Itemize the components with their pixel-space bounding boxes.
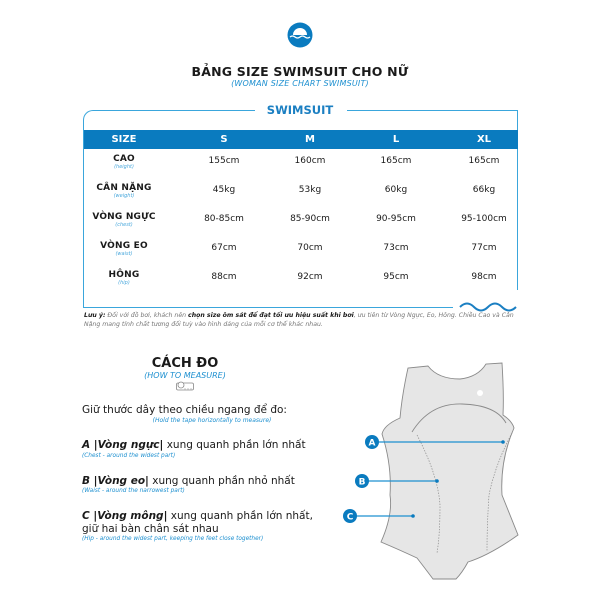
wave-circle-logo-icon	[287, 22, 313, 48]
table-row	[84, 183, 518, 207]
table-cell: 45kg	[212, 185, 236, 195]
table-cell: 92cm	[297, 272, 323, 282]
row-label-vi: HÔNG	[108, 270, 140, 280]
row-label	[84, 270, 164, 286]
step-c-en: (Hip - around the widest part, keeping the feet close together)	[82, 536, 264, 542]
note-prefix: Lưu ý:	[84, 312, 106, 319]
table-cell: 77cm	[471, 243, 497, 253]
table-cell: 155cm	[208, 156, 240, 166]
table-cell: 165cm	[380, 156, 412, 166]
section-label: SWIMSUIT	[0, 103, 600, 117]
step-c-desc: xung quanh phần lớn nhất,	[167, 510, 313, 522]
table-row	[84, 241, 518, 265]
marker-a-icon	[365, 435, 379, 449]
note-text	[84, 311, 524, 329]
table-cell: 85-90cm	[290, 214, 330, 224]
instruction-text: Giữ thước dây theo chiều ngang để đo:	[82, 404, 287, 416]
row-label-en: (weight)	[113, 193, 135, 199]
step-a-desc: xung quanh phần lớn nhất	[163, 439, 306, 451]
note-text-2: , ưu tiên từ Vòng Ngực, Eo, Hông. Chiều Cao và Cân Nặng mang tính chất tương đối tuỳ vào hình dáng của mỗi cơ thể khác nhau.	[84, 312, 514, 328]
step-b	[82, 475, 295, 488]
column-header-m: M	[305, 134, 315, 145]
page-title: BẢNG SIZE SWIMSUIT CHO NỮ	[191, 64, 409, 79]
row-label-en: (waist)	[115, 251, 133, 257]
column-header-size: SIZE	[111, 134, 137, 145]
row-label	[84, 212, 164, 228]
table-cell: 95-100cm	[461, 214, 507, 224]
note-text-1: Đối với đồ bơi, khách nên	[105, 312, 189, 319]
wave-decoration-icon	[458, 298, 518, 312]
column-header-xl: XL	[476, 134, 492, 145]
swimsuit-diagram	[340, 355, 540, 595]
note-highlight: chọn size ôm sát để đạt tối ưu hiệu suất khi bơi	[188, 312, 354, 319]
marker-c-label: C	[346, 512, 354, 523]
instruction-text-en: (Hold the tape horizontally to measure)	[152, 417, 272, 424]
table-cell: 88cm	[211, 272, 237, 282]
table-cell: 98cm	[471, 272, 497, 282]
table-row	[84, 270, 518, 294]
row-label-en: (chest)	[115, 222, 133, 228]
table-cell: 66kg	[472, 185, 496, 195]
table-cell: 60kg	[384, 185, 408, 195]
row-label-vi: CAO	[113, 154, 135, 164]
measure-title: CÁCH ĐO	[151, 356, 219, 371]
marker-a-label: A	[368, 438, 376, 449]
column-header-l: L	[392, 134, 400, 145]
table-cell: 90-95cm	[376, 214, 416, 224]
row-label	[84, 154, 164, 170]
step-a-name: A |Vòng ngực|	[82, 439, 164, 451]
marker-b-label: B	[358, 477, 366, 488]
swimsuit-body	[381, 363, 518, 579]
row-label-vi: CÂN NẶNG	[96, 183, 152, 193]
row-label-vi: VÒNG EO	[100, 241, 148, 251]
table-header	[84, 130, 518, 149]
marker-c-icon	[343, 509, 357, 523]
table-row	[84, 154, 518, 178]
step-c-line2: giữ hai bàn chân sát nhau	[82, 523, 219, 535]
table-cell: 80-85cm	[204, 214, 244, 224]
table-cell: 53kg	[298, 185, 322, 195]
table-cell: 95cm	[383, 272, 409, 282]
table-row	[84, 212, 518, 236]
page-subtitle: (WOMAN SIZE CHART SWIMSUIT)	[231, 79, 369, 88]
row-label-en: (hip)	[118, 280, 130, 286]
measuring-tape-icon	[176, 381, 194, 391]
table-cell: 67cm	[211, 243, 237, 253]
measure-subtitle: (HOW TO MEASURE)	[144, 371, 226, 380]
step-c	[82, 510, 313, 523]
row-label	[84, 183, 164, 199]
step-a-en: (Chest - around the widest part)	[82, 453, 176, 459]
row-label-en: (height)	[114, 164, 134, 170]
marker-b-icon	[355, 474, 369, 488]
table-cell: 73cm	[383, 243, 409, 253]
frame-bottom-border	[83, 307, 453, 308]
table-cell: 160cm	[294, 156, 326, 166]
step-b-desc: xung quanh phần nhỏ nhất	[148, 475, 295, 487]
step-a	[82, 439, 306, 452]
step-c-name: C |Vòng mông|	[82, 510, 168, 522]
row-label-vi: VÒNG NGỰC	[92, 212, 156, 222]
step-b-en: (Waist - around the narrowest part)	[82, 488, 185, 494]
table-cell: 70cm	[297, 243, 323, 253]
row-label	[84, 241, 164, 257]
step-b-name: B |Vòng eo|	[82, 475, 149, 487]
column-header-s: S	[220, 134, 228, 145]
table-cell: 165cm	[468, 156, 500, 166]
